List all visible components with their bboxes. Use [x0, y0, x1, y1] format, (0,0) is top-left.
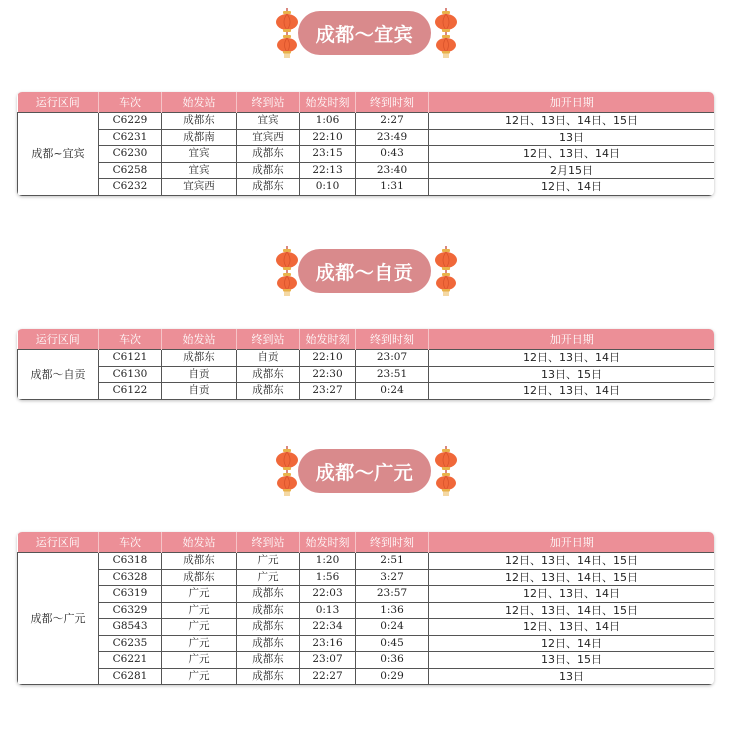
destination-station-cell: 广元	[237, 553, 300, 570]
departure-time-cell: 22:27	[300, 668, 356, 685]
arrival-time-cell: 23:51	[356, 366, 429, 383]
origin-station-cell: 广元	[162, 586, 237, 603]
destination-station-cell: 广元	[237, 569, 300, 586]
schedule-table	[17, 532, 714, 685]
extra-dates-cell: 12日、13日、14日、15日	[429, 553, 715, 570]
column-header: 终到站	[237, 532, 300, 553]
column-header: 终到站	[237, 329, 300, 350]
column-header: 运行区间	[18, 329, 99, 350]
train-number-cell: C6130	[99, 366, 162, 383]
origin-station-cell: 广元	[162, 602, 237, 619]
origin-station-cell: 自贡	[162, 366, 237, 383]
table-row	[18, 586, 715, 603]
extra-dates-cell: 12日、13日、14日	[429, 146, 715, 163]
extra-dates-cell: 13日、15日	[429, 366, 715, 383]
origin-station-cell: 成都南	[162, 129, 237, 146]
column-header: 加开日期	[429, 532, 715, 553]
section-title-row	[0, 8, 731, 58]
origin-station-cell: 广元	[162, 635, 237, 652]
origin-station-cell: 成都东	[162, 569, 237, 586]
arrival-time-cell: 23:49	[356, 129, 429, 146]
train-number-cell: C6281	[99, 668, 162, 685]
destination-station-cell: 宜宾	[237, 113, 300, 130]
schedule-table	[17, 329, 714, 400]
arrival-time-cell: 0:36	[356, 652, 429, 669]
column-header: 车次	[99, 92, 162, 113]
destination-station-cell: 成都东	[237, 383, 300, 400]
origin-station-cell: 广元	[162, 619, 237, 636]
column-header: 终到时刻	[356, 92, 429, 113]
destination-station-cell: 自贡	[237, 350, 300, 367]
train-number-cell: C6258	[99, 162, 162, 179]
table-row	[18, 146, 715, 163]
train-number-cell: C6235	[99, 635, 162, 652]
arrival-time-cell: 1:36	[356, 602, 429, 619]
extra-dates-cell: 13日	[429, 129, 715, 146]
table-row	[18, 350, 715, 367]
extra-dates-cell: 12日、13日、14日、15日	[429, 113, 715, 130]
train-number-cell: C6229	[99, 113, 162, 130]
train-number-cell: C6329	[99, 602, 162, 619]
table-row	[18, 162, 715, 179]
departure-time-cell: 23:27	[300, 383, 356, 400]
column-header: 终到时刻	[356, 329, 429, 350]
destination-station-cell: 成都东	[237, 586, 300, 603]
origin-station-cell: 成都东	[162, 350, 237, 367]
origin-station-cell: 自贡	[162, 383, 237, 400]
column-header: 车次	[99, 532, 162, 553]
destination-station-cell: 成都东	[237, 652, 300, 669]
table-row	[18, 113, 715, 130]
arrival-time-cell: 0:24	[356, 383, 429, 400]
extra-dates-cell: 12日、14日	[429, 179, 715, 196]
section-title: 成都～自贡	[298, 249, 431, 293]
departure-time-cell: 1:20	[300, 553, 356, 570]
arrival-time-cell: 23:40	[356, 162, 429, 179]
arrival-time-cell: 0:43	[356, 146, 429, 163]
train-number-cell: C6122	[99, 383, 162, 400]
table-row	[18, 619, 715, 636]
route-range-cell: 成都～广元	[18, 553, 99, 685]
train-number-cell: C6232	[99, 179, 162, 196]
arrival-time-cell: 23:07	[356, 350, 429, 367]
table-header-row	[18, 92, 715, 113]
origin-station-cell: 宜宾西	[162, 179, 237, 196]
table-row	[18, 129, 715, 146]
extra-dates-cell: 12日、13日、14日	[429, 350, 715, 367]
column-header: 车次	[99, 329, 162, 350]
departure-time-cell: 22:30	[300, 366, 356, 383]
extra-dates-cell: 13日	[429, 668, 715, 685]
column-header: 始发时刻	[300, 329, 356, 350]
destination-station-cell: 成都东	[237, 179, 300, 196]
table-row	[18, 602, 715, 619]
origin-station-cell: 广元	[162, 652, 237, 669]
table-row	[18, 652, 715, 669]
extra-dates-cell: 12日、13日、14日	[429, 619, 715, 636]
train-number-cell: C6221	[99, 652, 162, 669]
table-row	[18, 383, 715, 400]
destination-station-cell: 成都东	[237, 162, 300, 179]
route-range-cell: 成都~宜宾	[18, 113, 99, 196]
column-header: 终到站	[237, 92, 300, 113]
arrival-time-cell: 2:27	[356, 113, 429, 130]
column-header: 始发站	[162, 329, 237, 350]
departure-time-cell: 23:16	[300, 635, 356, 652]
departure-time-cell: 23:07	[300, 652, 356, 669]
section-title-row	[0, 246, 731, 296]
column-header: 始发时刻	[300, 532, 356, 553]
destination-station-cell: 成都东	[237, 619, 300, 636]
destination-station-cell: 宜宾西	[237, 129, 300, 146]
destination-station-cell: 成都东	[237, 146, 300, 163]
departure-time-cell: 22:34	[300, 619, 356, 636]
train-number-cell: C6230	[99, 146, 162, 163]
column-header: 始发时刻	[300, 92, 356, 113]
extra-dates-cell: 12日、13日、14日	[429, 383, 715, 400]
destination-station-cell: 成都东	[237, 635, 300, 652]
table-row	[18, 668, 715, 685]
destination-station-cell: 成都东	[237, 668, 300, 685]
arrival-time-cell: 23:57	[356, 586, 429, 603]
column-header: 始发站	[162, 532, 237, 553]
table-row	[18, 179, 715, 196]
departure-time-cell: 0:13	[300, 602, 356, 619]
arrival-time-cell: 1:31	[356, 179, 429, 196]
column-header: 运行区间	[18, 532, 99, 553]
origin-station-cell: 广元	[162, 668, 237, 685]
column-header: 运行区间	[18, 92, 99, 113]
train-number-cell: C6328	[99, 569, 162, 586]
train-number-cell: C6121	[99, 350, 162, 367]
train-number-cell: C6319	[99, 586, 162, 603]
arrival-time-cell: 2:51	[356, 553, 429, 570]
origin-station-cell: 宜宾	[162, 162, 237, 179]
schedule-table	[17, 92, 714, 196]
route-range-cell: 成都～自贡	[18, 350, 99, 400]
extra-dates-cell: 12日、13日、14日、15日	[429, 569, 715, 586]
arrival-time-cell: 3:27	[356, 569, 429, 586]
section-title: 成都～广元	[298, 449, 431, 493]
departure-time-cell: 1:56	[300, 569, 356, 586]
section-title: 成都～宜宾	[298, 11, 431, 55]
departure-time-cell: 0:10	[300, 179, 356, 196]
table-header-row	[18, 532, 715, 553]
column-header: 加开日期	[429, 329, 715, 350]
extra-dates-cell: 12日、14日	[429, 635, 715, 652]
extra-dates-cell: 12日、13日、14日、15日	[429, 602, 715, 619]
origin-station-cell: 成都东	[162, 113, 237, 130]
departure-time-cell: 22:10	[300, 129, 356, 146]
departure-time-cell: 22:10	[300, 350, 356, 367]
departure-time-cell: 22:03	[300, 586, 356, 603]
column-header: 终到时刻	[356, 532, 429, 553]
departure-time-cell: 23:15	[300, 146, 356, 163]
lantern-icon	[431, 246, 461, 296]
destination-station-cell: 成都东	[237, 602, 300, 619]
origin-station-cell: 成都东	[162, 553, 237, 570]
departure-time-cell: 22:13	[300, 162, 356, 179]
table-header-row	[18, 329, 715, 350]
train-number-cell: G8543	[99, 619, 162, 636]
table-row	[18, 366, 715, 383]
arrival-time-cell: 0:24	[356, 619, 429, 636]
extra-dates-cell: 2月15日	[429, 162, 715, 179]
origin-station-cell: 宜宾	[162, 146, 237, 163]
extra-dates-cell: 12日、13日、14日	[429, 586, 715, 603]
table-row	[18, 635, 715, 652]
arrival-time-cell: 0:45	[356, 635, 429, 652]
extra-dates-cell: 13日、15日	[429, 652, 715, 669]
destination-station-cell: 成都东	[237, 366, 300, 383]
table-row	[18, 569, 715, 586]
lantern-icon	[431, 8, 461, 58]
departure-time-cell: 1:06	[300, 113, 356, 130]
arrival-time-cell: 0:29	[356, 668, 429, 685]
lantern-icon	[431, 446, 461, 496]
column-header: 始发站	[162, 92, 237, 113]
table-row	[18, 553, 715, 570]
train-number-cell: C6231	[99, 129, 162, 146]
train-number-cell: C6318	[99, 553, 162, 570]
column-header: 加开日期	[429, 92, 715, 113]
section-title-row	[0, 446, 731, 496]
